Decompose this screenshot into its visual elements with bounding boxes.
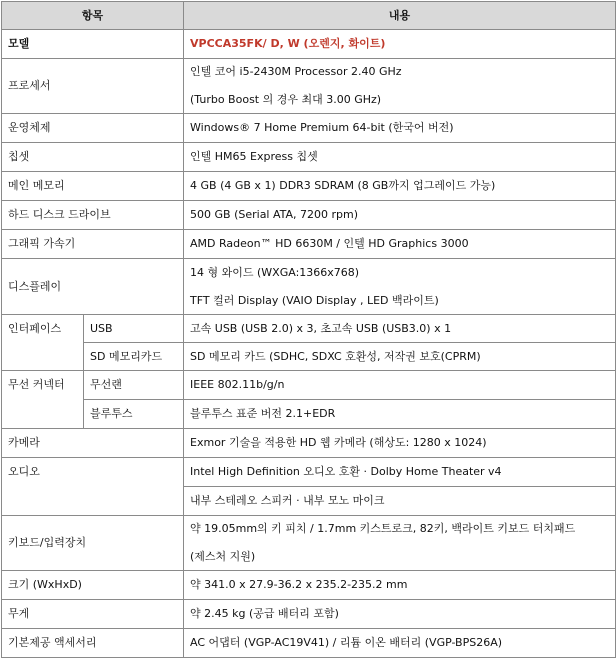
spec-table: [1, 1, 616, 658]
sd-value: SD 메모리 카드 (SDHC, SDXC 호환성, 저작권 보호(CPRM): [184, 343, 616, 371]
row-camera: [2, 429, 616, 458]
row-interface-usb: [2, 315, 616, 343]
row-size: [2, 571, 616, 600]
keyboard-value: [184, 516, 616, 571]
wireless-label: 무선 커넥터: [2, 371, 84, 429]
row-weight: [2, 600, 616, 629]
keyboard-line2: (제스처 지원): [190, 550, 256, 563]
header-item: 항목: [2, 2, 184, 30]
bt-value: 블루투스 표준 버전 2.1+EDR: [184, 400, 616, 429]
row-accessories: [2, 629, 616, 658]
interface-label: 인터페이스: [2, 315, 84, 371]
display-line2: TFT 컬러 Display (VAIO Display , LED 백라이트): [190, 293, 439, 307]
chipset-value: 인텔 HM65 Express 칩셋: [184, 143, 616, 172]
row-wireless-wlan: [2, 371, 616, 400]
audio-label: 오디오: [2, 458, 184, 516]
display-value: [184, 259, 616, 315]
memory-value: 4 GB (4 GB x 1) DDR3 SDRAM (8 GB까지 업그레이드 가능): [184, 172, 616, 201]
header-content: 내용: [184, 2, 616, 30]
row-os: [2, 114, 616, 143]
camera-label: 카메라: [2, 429, 184, 458]
memory-label: 메인 메모리: [2, 172, 184, 201]
processor-line2: (Turbo Boost 의 경우 최대 3.00 GHz): [190, 93, 382, 106]
row-hdd: [2, 201, 616, 230]
audio-line1: Intel High Definition 오디오 호환 · Dolby Home Theater v4: [184, 458, 616, 487]
graphics-label: 그래픽 가속기: [2, 230, 184, 259]
row-processor: [2, 59, 616, 114]
header-row: [2, 2, 616, 30]
hdd-label: 하드 디스크 드라이브: [2, 201, 184, 230]
sd-sublabel: SD 메모리카드: [84, 343, 184, 371]
chipset-label: 칩셋: [2, 143, 184, 172]
camera-value: Exmor 기술을 적용한 HD 웹 카메라 (해상도: 1280 x 1024): [184, 429, 616, 458]
row-display: [2, 259, 616, 315]
usb-value: 고속 USB (USB 2.0) x 3, 초고속 USB (USB3.0) x 1: [184, 315, 616, 343]
processor-value: [184, 59, 616, 114]
display-label: 디스플레이: [2, 259, 184, 315]
processor-line1: 인텔 코어 i5-2430M Processor 2.40 GHz: [190, 65, 402, 78]
size-value: 약 341.0 x 27.9-36.2 x 235.2-235.2 mm: [184, 571, 616, 600]
model-label: 모델: [2, 30, 184, 59]
size-label: 크기 (WxHxD): [2, 571, 184, 600]
accessories-label: 기본제공 액세서리: [2, 629, 184, 658]
row-graphics: [2, 230, 616, 259]
row-chipset: [2, 143, 616, 172]
model-value: VPCCA35FK/ D, W (오렌지, 화이트): [184, 30, 616, 59]
row-wireless-bt: [2, 400, 616, 429]
row-interface-sd: [2, 343, 616, 371]
row-model: [2, 30, 616, 59]
hdd-value: 500 GB (Serial ATA, 7200 rpm): [184, 201, 616, 230]
graphics-value: AMD Radeon™ HD 6630M / 인텔 HD Graphics 3000: [184, 230, 616, 259]
row-audio-1: [2, 458, 616, 487]
accessories-value: AC 어댑터 (VGP-AC19V41) / 리튬 이온 배터리 (VGP-BPS26A): [184, 629, 616, 658]
row-memory: [2, 172, 616, 201]
processor-label: 프로세서: [2, 59, 184, 114]
wlan-value: IEEE 802.11b/g/n: [184, 371, 616, 400]
weight-label: 무게: [2, 600, 184, 629]
os-value: Windows® 7 Home Premium 64-bit (한국어 버전): [184, 114, 616, 143]
bt-sublabel: 블루투스: [84, 400, 184, 429]
usb-sublabel: USB: [84, 315, 184, 343]
keyboard-label: 키보드/입력장치: [2, 516, 184, 571]
audio-line2: 내부 스테레오 스피커 · 내부 모노 마이크: [184, 487, 616, 516]
wlan-sublabel: 무선랜: [84, 371, 184, 400]
display-line1: 14 형 와이드 (WXGA:1366x768): [190, 265, 360, 279]
os-label: 운영체제: [2, 114, 184, 143]
keyboard-line1: 약 19.05mm의 키 피치 / 1.7mm 키스트로크, 82키, 백라이트 키보드 터치패드: [190, 522, 576, 535]
weight-value: 약 2.45 kg (공급 배터리 포함): [184, 600, 616, 629]
row-keyboard: [2, 516, 616, 571]
